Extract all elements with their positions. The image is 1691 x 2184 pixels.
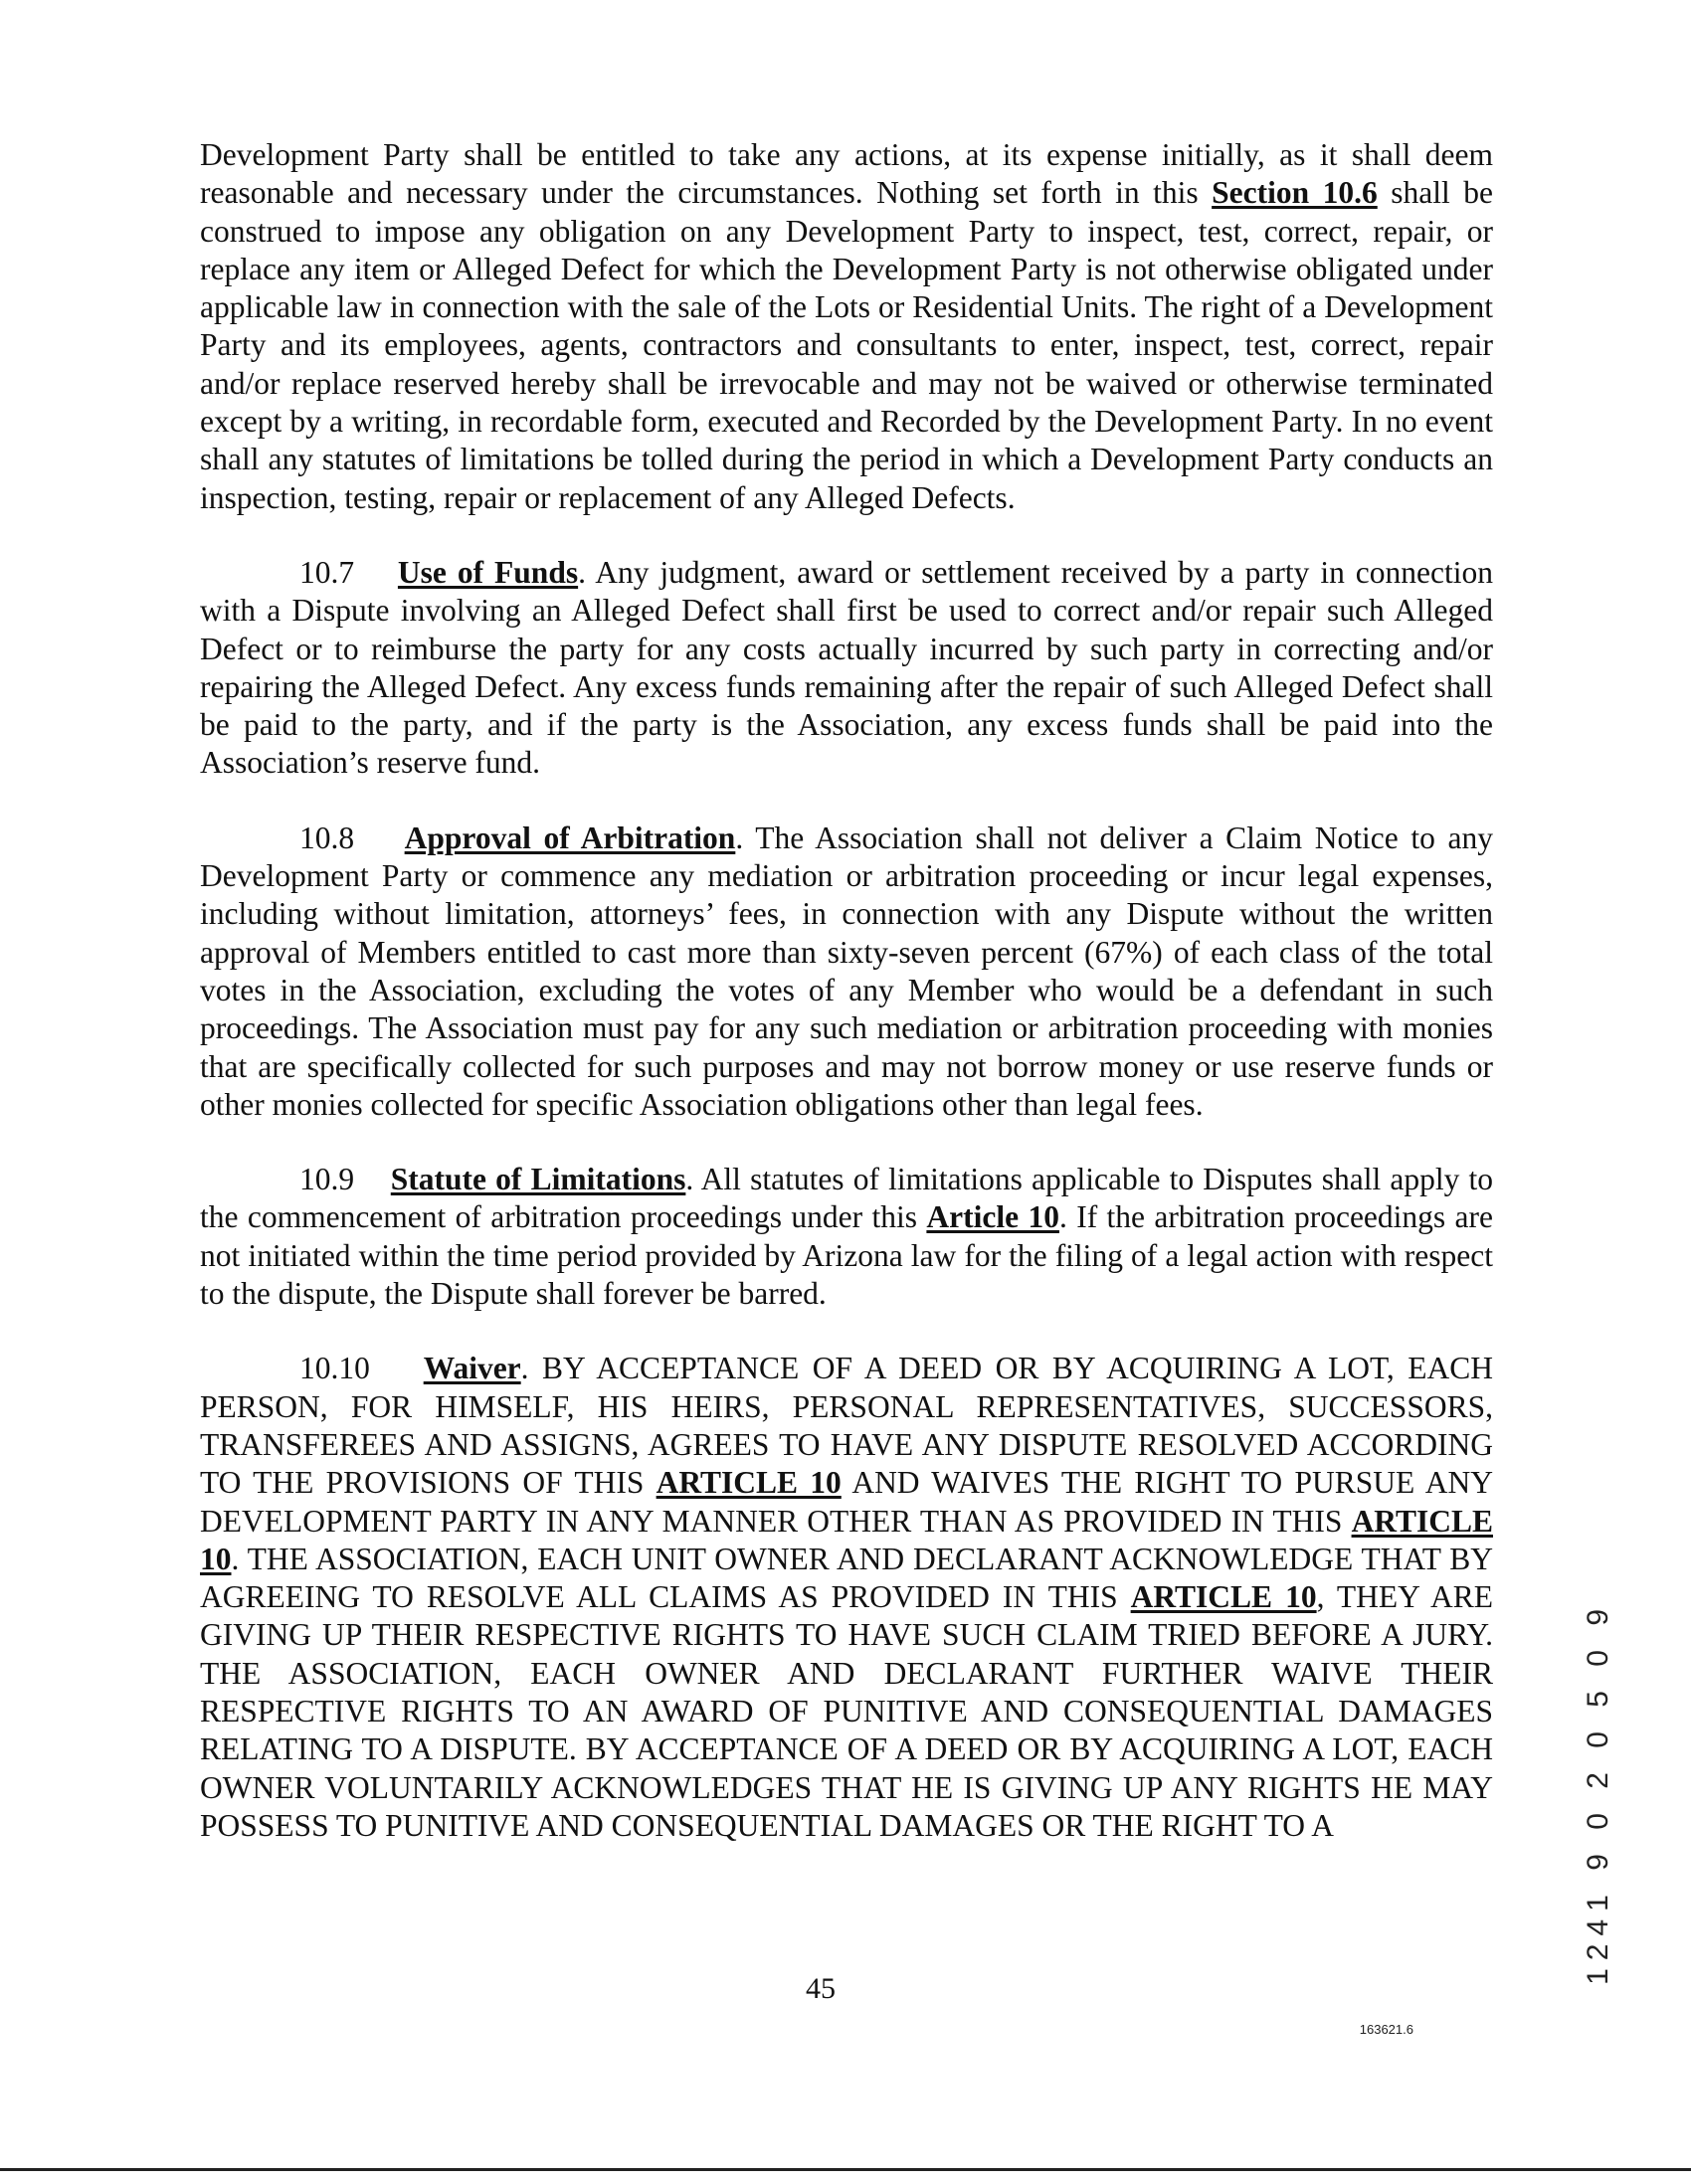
section-number: 10.10 [299,1351,370,1386]
paragraph-text: . THE ASSOCIATION, EACH UNIT OWNER AND DECLARANT ACKNOWLEDGE THAT BY AGREEING TO RESOLVE ALL CLAIMS AS PROVIDED IN THIS [200,1541,1493,1615]
section-heading: Approval of Arbitration [404,819,736,855]
cross-reference: ARTICLE 10 [200,1503,1493,1576]
paragraph-text: . Any judgment, award or settlement received by a party in connection with a Dispute involving an Alleged Defect shall first be used to correct and/or repair such Alleged Defect or to reimburse the party for any costs actually incurred by such party in correcting and/or repairing the Alleged Defect. Any excess funds remaining after the repair of such Alleged Defect shall be paid to the party, and if the party is the Association, any excess funds shall be paid into the Association’s reserve fund. [200,554,1493,781]
paragraph-text: shall be construed to impose any obligation on any Development Party to inspect, test, correct, repair, or replace any item or Alleged Defect for which the Development Party is not otherwise obligated under applicable law in connection with the sale of the Lots or Residential Units. The right of a Development Party and its employees, agents, contractors and consultants to enter, inspect, test, correct, repair and/or replace reserved hereby shall be irrevocable and may not be waived or otherwise terminated except by a writing, in recordable form, executed and Recorded by the Development Party. In no event shall any statutes of limitations be tolled during the period in which a Development Party conducts an inspection, testing, repair or replacement of any Alleged Defects. [200,175,1493,515]
page-edge-rule [0,2168,1691,2171]
cross-reference: ARTICLE 10 [656,1465,842,1501]
paragraph-text: Development Party shall be entitled to take any actions, at its expense initially, as it shall deem reasonable and necessary under the circumstances. Nothing set forth in this [200,137,1493,211]
section-number: 10.8 [299,819,355,855]
section-heading: Statute of Limitations [390,1162,686,1197]
section-heading: Waiver [423,1351,521,1386]
paragraph-text: . If the arbitration proceedings are not initiated within the time period provided by Arizona law for the filing of a legal action with respect to the dispute, the Dispute shall forever be barred. [200,1199,1494,1312]
paragraph-text: AND WAIVES THE RIGHT TO PURSUE ANY DEVELOPMENT PARTY IN ANY MANNER OTHER THAN AS PROVIDED IN THIS [200,1465,1493,1539]
cross-reference: ARTICLE 10 [1130,1579,1317,1615]
cross-reference: Article 10 [926,1199,1059,1235]
cross-reference: Section 10.6 [1212,175,1378,211]
section-number: 10.7 [299,554,355,590]
section-paragraph [200,1350,1493,1845]
body-text [200,136,1493,1882]
section-paragraph [200,819,1493,1124]
page-number: 45 [806,1972,836,2005]
section-paragraph [200,1161,1493,1313]
section-paragraph [200,554,1493,783]
paragraph-text: . All statutes of limitations applicable to Disputes shall apply to the commencement of arbitration proceedings under this [200,1162,1494,1235]
recording-stamp: 1241 9 0 2 0 5 0 9 [1582,1601,1614,1985]
continuation-paragraph [200,136,1493,517]
paragraph-text: . BY ACCEPTANCE OF A DEED OR BY ACQUIRING A LOT, EACH PERSON, FOR HIMSELF, HIS HEIRS, PERSONAL REPRESENTATIVES, SUCCESSORS, TRANSFEREES AND ASSIGNS, AGREES TO HAVE ANY DISPUTE RESOLVED ACCORDING TO THE PROVISIONS OF THIS [200,1351,1494,1501]
section-number: 10.9 [299,1162,355,1197]
document-id: 163621.6 [1359,2022,1413,2037]
section-heading: Use of Funds [397,554,579,590]
paragraph-text: . The Association shall not deliver a Claim Notice to any Development Party or commence any mediation or arbitration proceeding or incur legal expenses, including without limitation, attorneys’ fees, in connection with any Dispute without the written approval of Members entitled to cast more than sixty-seven percent (67%) of each class of the total votes in the Association, excluding the votes of any Member who would be a defendant in such proceedings. The Association must pay for any such mediation or arbitration proceeding with monies that are specifically collected for such purposes and may not borrow money or use reserve funds or other monies collected for specific Association obligations other than legal fees. [200,819,1493,1122]
paragraph-text: , THEY ARE GIVING UP THEIR RESPECTIVE RIGHTS TO HAVE SUCH CLAIM TRIED BEFORE A JURY. THE ASSOCIATION, EACH OWNER AND DECLARANT FURTHER WAIVE THEIR RESPECTIVE RIGHTS TO AN AWARD OF PUNITIVE AND CONSEQUENTIAL DAMAGES RELATING TO A DISPUTE. BY ACCEPTANCE OF A DEED OR BY ACQUIRING A LOT, EACH OWNER VOLUNTARILY ACKNOWLEDGES THAT HE IS GIVING UP ANY RIGHTS HE MAY POSSESS TO PUNITIVE AND CONSEQUENTIAL DAMAGES OR THE RIGHT TO A [200,1579,1493,1843]
